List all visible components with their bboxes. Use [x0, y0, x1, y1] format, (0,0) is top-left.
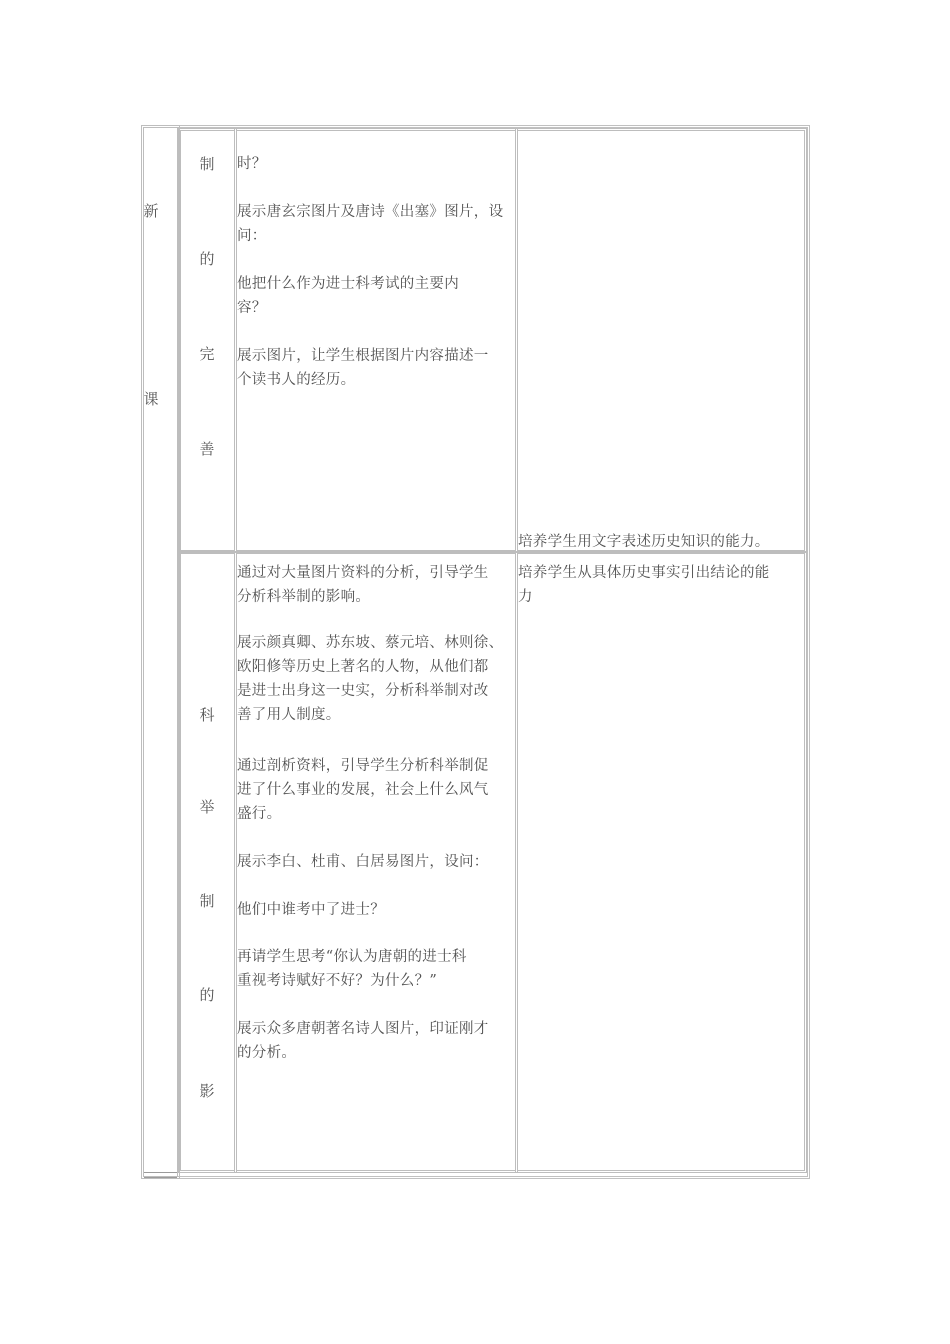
- topic-char: 举: [199, 798, 215, 816]
- activity-line: 再请学生思考“你认为唐朝的进士科: [237, 949, 467, 965]
- stage-cell: [141, 125, 180, 1179]
- activity-line: 是进士出身这一史实，分析科举制对改: [237, 683, 489, 699]
- goal-line: 力: [518, 589, 533, 605]
- topic-char: 的: [199, 986, 215, 1004]
- row2-goal-cell: [515, 551, 807, 1173]
- activity-line: 展示颜真卿、苏东坡、蔡元培、林则徐、: [237, 635, 504, 651]
- row1-goal-cell: [515, 128, 807, 553]
- topic-char: 善: [199, 440, 215, 458]
- activity-line: 重视考诗赋好不好？为什么？”: [237, 973, 438, 989]
- activity-line: 善了用人制度。: [237, 707, 341, 723]
- goal-line: 培养学生用文字表述历史知识的能力。: [518, 534, 770, 550]
- activity-line: 展示众多唐朝著名诗人图片，印证刚才: [237, 1021, 489, 1037]
- activity-line: 展示李白、杜甫、白居易图片，设问：: [237, 854, 489, 870]
- activity-line: 进了什么事业的发展，社会上什么风气: [237, 782, 489, 798]
- table-bottom-stub: [144, 1172, 177, 1178]
- activity-line: 通过对大量图片资料的分析，引导学生: [237, 565, 489, 581]
- activity-line: 通过剖析资料，引导学生分析科举制促: [237, 758, 489, 774]
- activity-line: 盛行。: [237, 806, 282, 822]
- topic-char: 制: [199, 892, 215, 910]
- topic-char: 制: [199, 155, 215, 173]
- stage-char: 新: [143, 202, 159, 220]
- activity-line: 欧阳修等历史上著名的人物，从他们都: [237, 659, 489, 675]
- row1-activity-cell: [234, 128, 518, 553]
- activity-line: 的分析。: [237, 1045, 297, 1061]
- goal-line: 培养学生从具体历史事实引出结论的能: [518, 565, 770, 581]
- activity-line: 时？: [237, 156, 267, 172]
- topic-char: 影: [199, 1082, 215, 1100]
- activity-line: 展示图片，让学生根据图片内容描述一: [237, 348, 489, 364]
- activity-line: 他们中谁考中了进士？: [237, 902, 385, 918]
- topic-char: 的: [199, 250, 215, 268]
- row2-topic-cell: [178, 551, 237, 1173]
- topic-char: 完: [199, 345, 215, 363]
- row1-topic-cell: [178, 128, 237, 553]
- topic-char: 科: [199, 706, 215, 724]
- activity-line: 展示唐玄宗图片及唐诗《出塞》图片，设: [237, 204, 504, 220]
- activity-line: 他把什么作为进士科考试的主要内: [237, 276, 459, 292]
- activity-line: 分析科举制的影响。: [237, 589, 371, 605]
- activity-line: 问：: [237, 228, 267, 244]
- activity-line: 容？: [237, 300, 267, 316]
- stage-char: 课: [143, 390, 159, 408]
- activity-line: 个读书人的经历。: [237, 372, 356, 388]
